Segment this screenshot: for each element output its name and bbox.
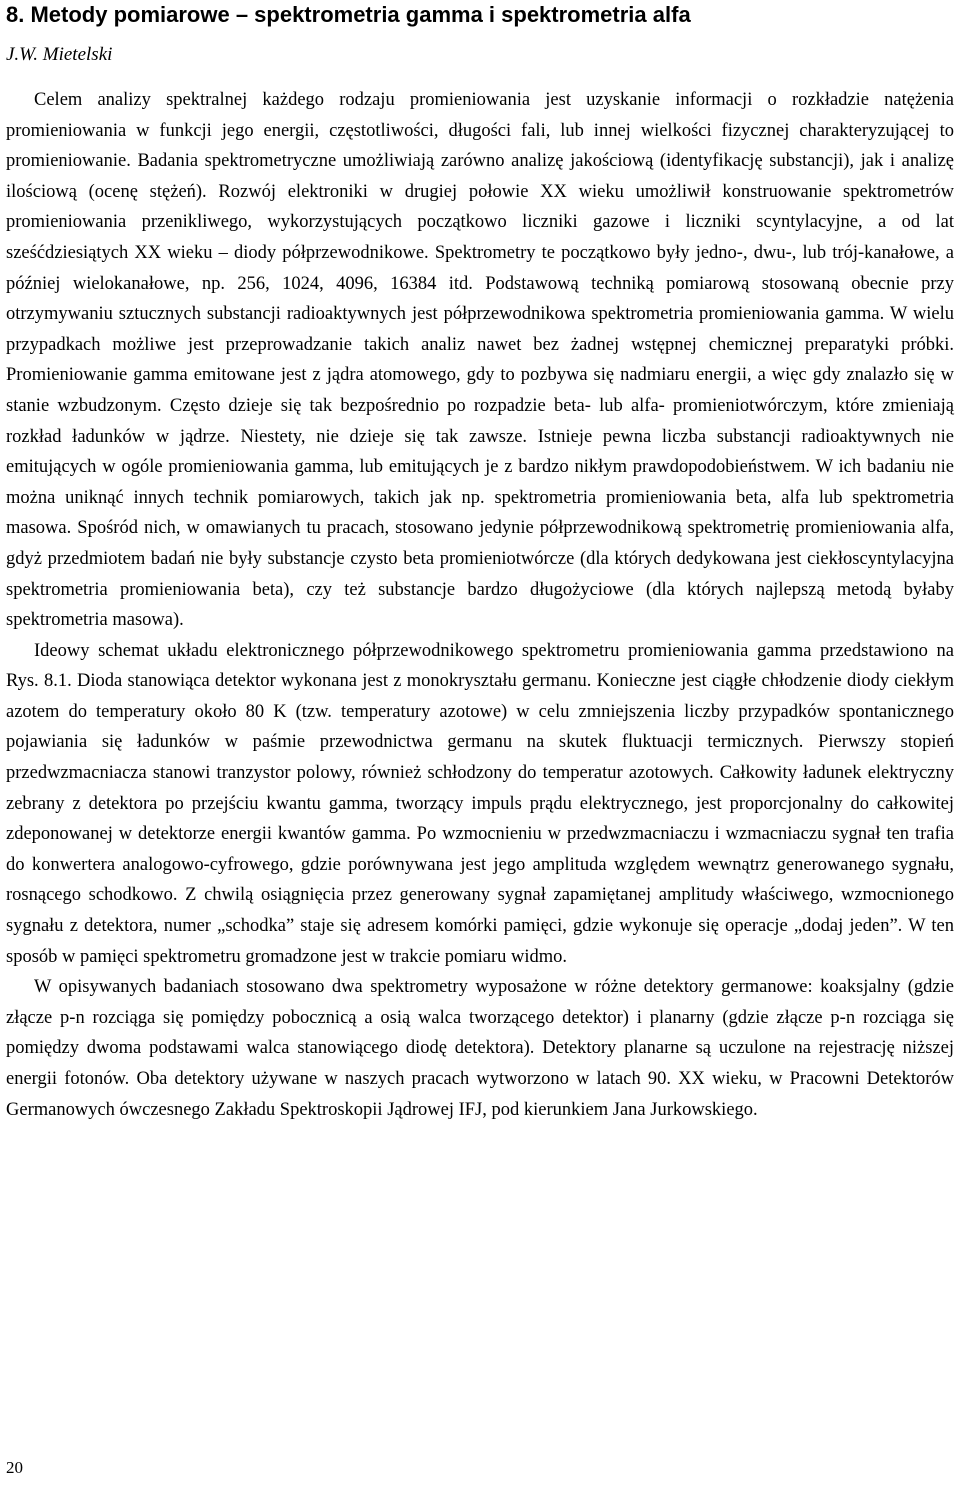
document-body (6, 85, 954, 1125)
document-page (6, 0, 954, 1125)
section-title: 8. Metody pomiarowe – spektrometria gamma i spektrometria alfa (6, 2, 691, 27)
paragraph-2: Ideowy schemat układu elektronicznego półprzewodnikowego spektrometru promieniowania gamma przedstawiono na Rys. 8.1. Dioda stanowiąca detektor wykonana jest z monokryształu germanu. Konieczne jest ciągłe chłodzenie diody ciekłym azotem do temperatury około 80 K (tzw. temperatury azotowe) w celu zmniejszenia liczby przypadków spontanicznego pojawiania się ładunków w paśmie przewodnictwa germanu na skutek fluktuacji termicznych. Pierwszy stopień przedwzmacniacza stanowi tranzystor polowy, również schłodzony do temperatur azotowych. Całkowity ładunek elektryczny zebrany z detektora po przejściu kwantu gamma, tworzący impuls prądu elektrycznego, jest proporcjonalny do całkowitej zdeponowanej w detektorze energii kwantów gamma. Po wzmocnieniu w przedwzmacniaczu i wzmacniaczu sygnał ten trafia do konwertera analogowo-cyfrowego, gdzie porównywana jest jego amplituda względem wewnątrz generowanego sygnału, rosnącego schodkowo. Z chwilą osiągnięcia przez generowany sygnał zapamiętanej amplitudy właściwego, wzmocnionego sygnału z detektora, numer „schodka” staje się adresem komórki pamięci, gdzie wykonuje się operacje „dodaj jeden”. W ten sposób w pamięci spektrometru gromadzone jest w trakcie pomiaru widmo. (6, 640, 954, 967)
paragraph-3: W opisywanych badaniach stosowano dwa spektrometry wyposażone w różne detektory germanowe: koaksjalny (gdzie złącze p-n rozciąga się pomiędzy pobocznicą a osią walca tworzącego detektor) i planarny (gdzie złącze p-n rozciąga się pomiędzy dwoma podstawami walca stanowiącego diodę detektora). Detektory planarne są uczulone na rejestrację niższej energii fotonów. Oba detektory używane w naszych pracach wytworzono w latach 90. XX wieku, w Pracowni Detektorów Germanowych ówczesnego Zakładu Spektroskopii Jądrowej IFJ, pod kierunkiem Jana Jurkowskiego. (6, 977, 954, 1120)
paragraph-1: Celem analizy spektralnej każdego rodzaju promieniowania jest uzyskanie informacji o rozkładzie natężenia promieniowania w funkcji jego energii, częstotliwości, długości fali, lub innej wielkości fizycznej charakteryzującej to promieniowanie. Badania spektrometryczne umożliwiają zarówno analizę jakościową (identyfikację substancji), jak i analizę ilościową (ocenę stężeń). Rozwój elektroniki w drugiej połowie XX wieku umożliwił konstruowanie spektrometrów promieniowania przenikliwego, wykorzystujących początkowo liczniki gazowe i liczniki scyntylacyjne, a od lat sześćdziesiątych XX wieku – diody półprzewodnikowe. Spektrometry te początkowo były jedno-, dwu-, lub trój-kanałowe, a później wielokanałowe, np. 256, 1024, 4096, 16384 itd. Podstawową techniką pomiarową stosowaną obecnie przy otrzymywaniu sztucznych substancji radioaktywnych jest półprzewodnikowa spektrometria promieniowania gamma. W wielu przypadkach możliwe jest przeprowadzanie takich analiz nawet bez żadnej wstępnej chemicznej preparatyki próbki. Promieniowanie gamma emitowane jest z jądra atomowego, gdy to pozbywa się nadmiaru energii, a więc gdy znalazło się w stanie wzbudzonym. Często dzieje się tak bezpośrednio po rozpadzie beta- lub alfa- promieniotwórczym, które zmieniają rozkład ładunków w jądrze. Niestety, nie dzieje się tak zawsze. Istnieje pewna liczba substancji radioaktywnych nie emitujących w ogóle promieniowania gamma, lub emitujących je z bardzo nikłym prawdopodobieństwem. W ich badaniu nie można uniknąć innych technik pomiarowych, takich jak np. spektrometria promieniowania beta, alfa lub spektrometria masowa. Spośród nich, w omawianych tu pracach, stosowano jedynie półprzewodnikową spektrometrię promieniowania alfa, gdyż przedmiotem badań nie były substancje czysto beta promieniotwórcze (dla których dedykowana jest ciekłoscyntylacyjna spektrometria promieniowania beta), czy też substancje bardzo długożyciowe (dla których najlepszą metodą byłaby spektrometria masowa). (6, 90, 954, 631)
author-name: J.W. Mietelski (6, 44, 113, 65)
page-number: 20 (6, 1458, 23, 1477)
